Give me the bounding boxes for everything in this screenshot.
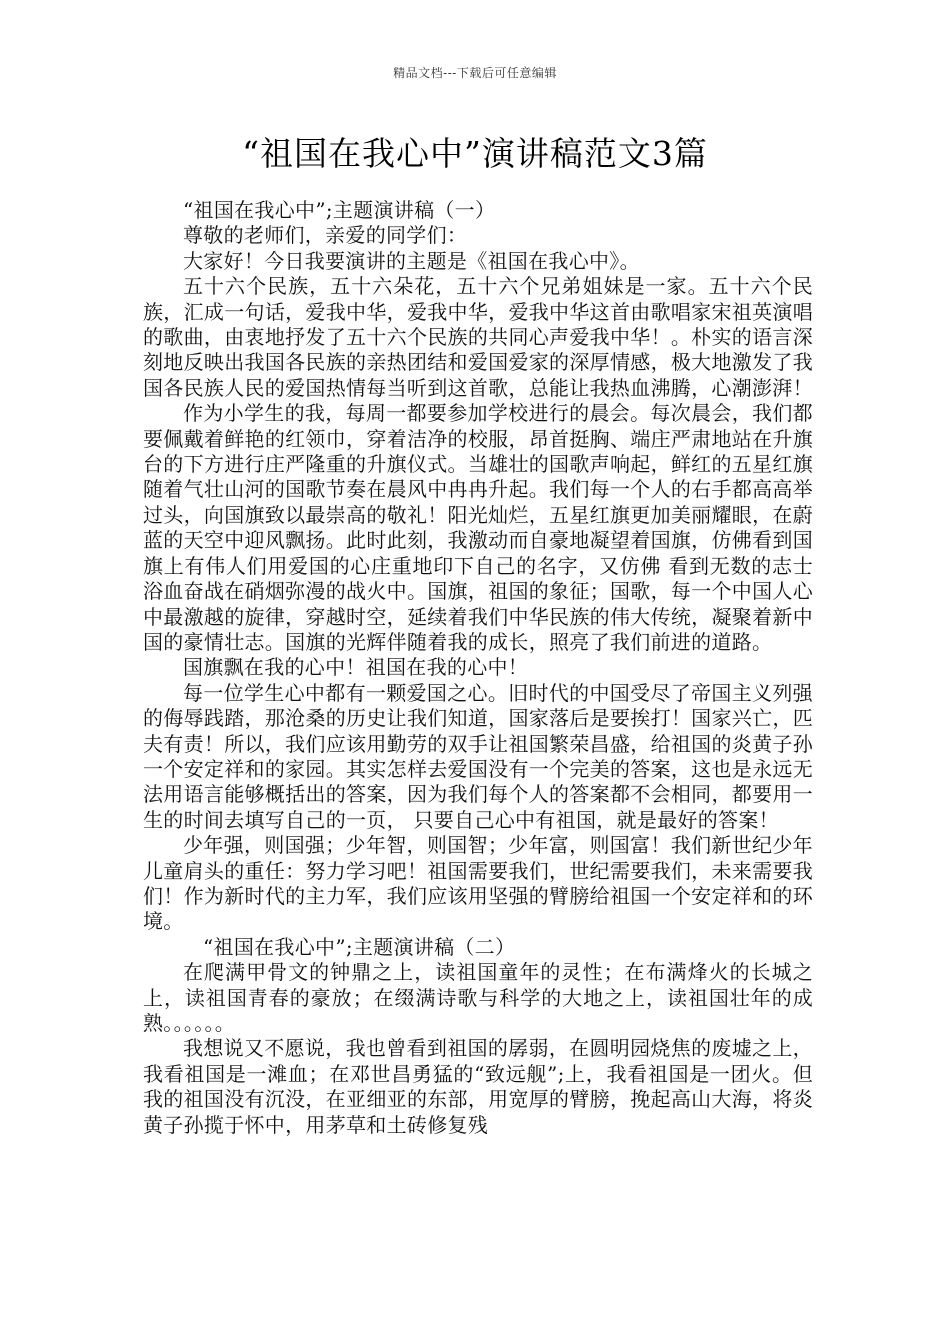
document-body: [143, 198, 813, 1138]
salutation: 尊敬的老师们，亲爱的同学们：: [183, 223, 468, 248]
paragraph: 国旗飘在我的心中！祖国在我的心中！: [183, 655, 529, 680]
page-header: 精品文档---下载后可任意编辑: [393, 66, 557, 80]
paragraph: 五十六个民族，五十六朵花，五十六个兄弟姐妹是一家。五十六个民族，汇成一句话，爱我中华，爱我中华，爱我中华这首由歌唱家宋祖英演唱的歌曲，由衷地抒发了五十六个民族的共同心声爱我中华！。朴实的语言深刻地反映出我国各民族的亲热团结和爱国爱家的深厚情感，极大地激发了我国各民族人民的爱国热情每当听到这首歌，总能让我热血沸腾，心潮澎湃！: [143, 274, 813, 400]
paragraph: 少年强，则国强；少年智，则国智；少年富，则国富！我们新世纪少年儿童肩头的重任：努力学习吧！祖国需要我们，世纪需要我们，未来需要我们！作为新时代的主力军，我们应该用坚强的臂膀给祖国一个安定祥和的环境。: [143, 833, 813, 934]
paragraph: 每一位学生心中都有一颗爱国之心。旧时代的中国受尽了帝国主义列强的侮辱践踏，那沧桑的历史让我们知道，国家落后是要挨打！国家兴亡，匹夫有责！所以，我们应该用勤劳的双手让祖国繁荣昌盛，给祖国的炎黄子孙一个安定祥和的家园。其实怎样去爱国没有一个完美的答案，这也是永远无法用语言能够概括出的答案，因为我们每个人的答案都不会相同，都要用一生的时间去填写自己的一页， 只要自己心中有祖国，就是最好的答案！: [143, 680, 813, 832]
section-heading-1: “祖国在我心中”;主题演讲稿（一）: [183, 198, 496, 222]
paragraph: 在爬满甲骨文的钟鼎之上，读祖国童年的灵性；在布满烽火的长城之上，读祖国青春的豪放；在缀满诗歌与科学的大地之上，读祖国壮年的成熟。。。。。。: [143, 960, 813, 1035]
section-heading-2: “祖国在我心中”;主题演讲稿（二）: [203, 934, 516, 959]
document-title: “祖国在我心中”演讲稿范文3篇: [242, 134, 708, 173]
paragraph: 我想说又不愿说，我也曾看到祖国的孱弱，在圆明园烧焦的废墟之上，我看祖国是一滩血；在邓世昌勇猛的“致远舰”;上，我看祖国是一团火。但我的祖国没有沉没，在亚细亚的东部，用宽厚的臂膀，挽起高山大海，将炎黄子孙揽于怀中，用茅草和土砖修复残: [143, 1036, 813, 1137]
paragraph: 作为小学生的我，每周一都要参加学校进行的晨会。每次晨会，我们都要佩戴着鲜艳的红领巾，穿着洁净的校服，昂首挺胸、端庄严肃地站在升旗台的下方进行庄严隆重的升旗仪式。当雄壮的国歌声响起，鲜红的五星红旗随着气壮山河的国歌节奏在晨风中冉冉升起。我们每一个人的右手都高高举过头，向国旗致以最崇高的敬礼！阳光灿烂，五星红旗更加美丽耀眼，在蔚蓝的天空中迎风飘扬。此时此刻，我激动而自豪地凝望着国旗，仿佛看到国旗上有伟人们用爱国的心庄重地印下自己的名字，又仿佛 看到无数的志士浴血奋战在硝烟弥漫的战火中。国旗，祖国的象征；国歌，每一个中国人心中最激越的旋律，穿越时空，延续着我们中华民族的伟大传统，凝聚着新中国的豪情壮志。国旗的光辉伴随着我的成长，照亮了我们前进的道路。: [143, 401, 813, 654]
paragraph: 大家好！今日我要演讲的主题是《祖国在我心中》。: [183, 248, 640, 273]
